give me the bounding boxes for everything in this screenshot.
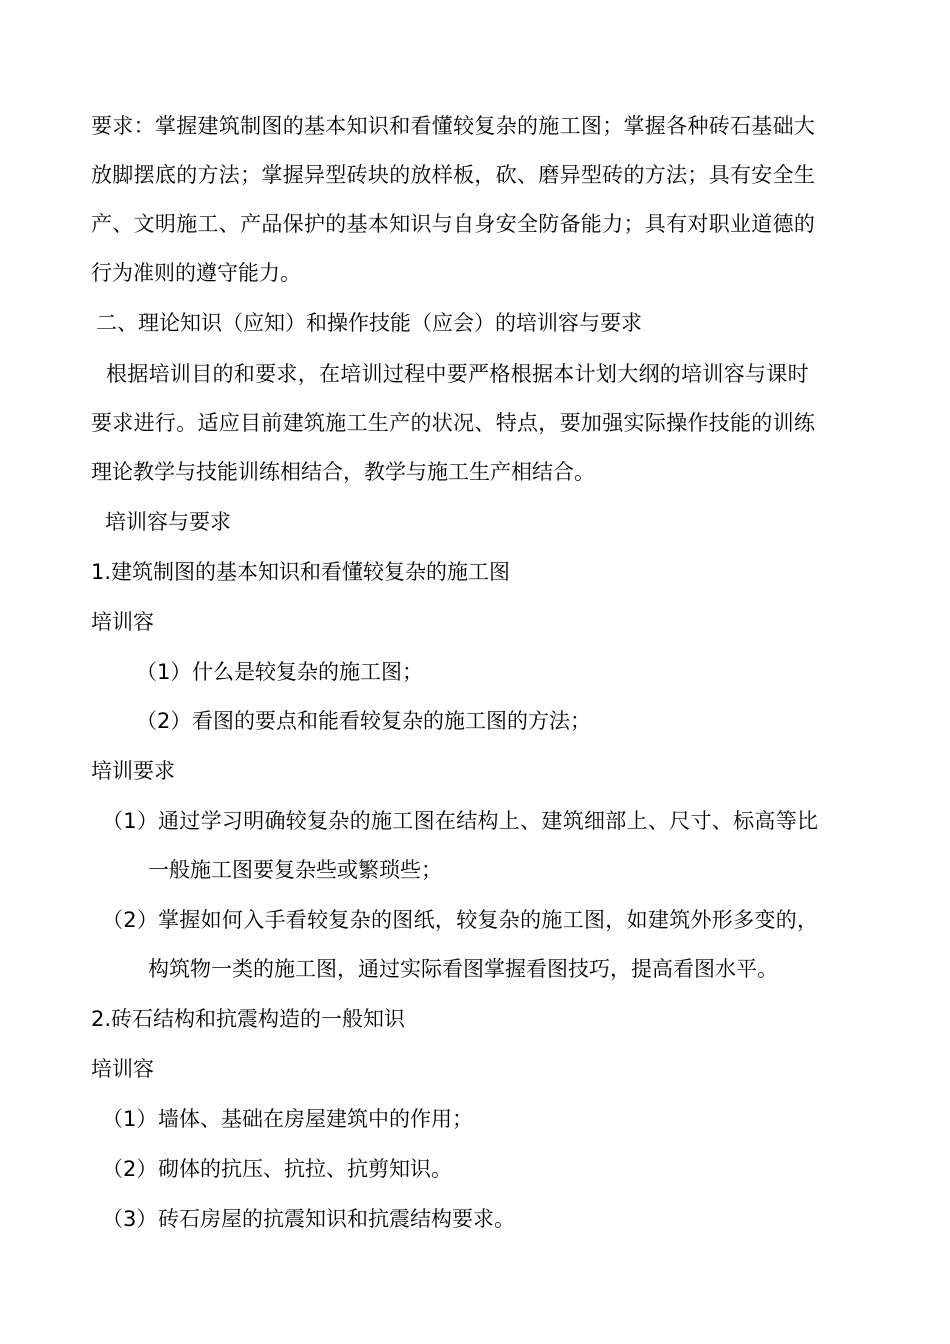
section-body-line-2: 要求进行。适应目前建筑施工生产的状况、特点，要加强实际操作技能的训练 [91, 411, 816, 435]
requirements-line-4: 行为准则的遵守能力。 [91, 261, 301, 285]
section-body-line-3: 理论教学与技能训练相结合，教学与施工生产相结合。 [91, 460, 595, 484]
item-2-title: 2.砖石结构和抗震构造的一般知识 [91, 1007, 406, 1031]
list-item-number: （1） [136, 660, 192, 684]
list-item [102, 1204, 515, 1234]
item-1-requirements-label: 培训要求 [91, 759, 175, 783]
list-item [102, 1104, 473, 1134]
section-body-line-1: 根据培训目的和要求，在培训过程中要严格根据本计划大纲的培训容与课时 [106, 362, 809, 386]
section-heading: 二、理论知识（应知）和操作技能（应会）的培训容与要求 [96, 311, 642, 335]
item-1-title: 1.建筑制图的基本知识和看懂较复杂的施工图 [91, 560, 511, 584]
requirements-line-1: 要求：掌握建筑制图的基本知识和看懂较复杂的施工图；掌握各种砖石基础大 [91, 114, 816, 138]
list-item [136, 706, 591, 736]
list-item-continuation: 一般施工图要复杂些或繁琐些； [148, 858, 442, 882]
list-item-text: 墙体、基础在房屋建筑中的作用； [158, 1107, 473, 1131]
list-item-number: （1） [102, 1107, 158, 1131]
list-item-text: 砌体的抗压、抗拉、抗剪知识。 [158, 1157, 452, 1181]
list-item-text: 通过学习明确较复杂的施工图在结构上、建筑细部上、尺寸、标高等比 [158, 809, 819, 833]
list-item-text: 掌握如何入手看较复杂的图纸，较复杂的施工图，如建筑外形多变的， [158, 908, 819, 932]
item-1-content-label: 培训容 [91, 610, 154, 634]
requirements-line-2: 放脚摆底的方法；掌握异型砖块的放样板，砍、磨异型砖的方法；具有安全生 [91, 163, 816, 187]
list-item-number: （2） [136, 709, 192, 733]
list-item-text: 什么是较复杂的施工图； [192, 660, 423, 684]
list-item-number: （1） [102, 809, 159, 833]
list-item [102, 905, 818, 935]
list-item [136, 657, 423, 687]
list-item-number: （2） [102, 1157, 158, 1181]
item-2-content-label: 培训容 [91, 1057, 154, 1081]
list-item-continuation: 构筑物一类的施工图，通过实际看图掌握看图技巧，提高看图水平。 [148, 957, 778, 981]
list-item-number: （2） [102, 908, 159, 932]
list-item-text: 砖石房屋的抗震知识和抗震结构要求。 [158, 1207, 515, 1231]
list-item-number: （3） [102, 1207, 158, 1231]
list-item [102, 1154, 452, 1184]
requirements-line-3: 产、文明施工、产品保护的基本知识与自身安全防备能力；具有对职业道德的 [91, 212, 816, 236]
subheading: 培训容与要求 [105, 510, 231, 534]
list-item [102, 806, 818, 836]
list-item-text: 看图的要点和能看较复杂的施工图的方法； [192, 709, 591, 733]
